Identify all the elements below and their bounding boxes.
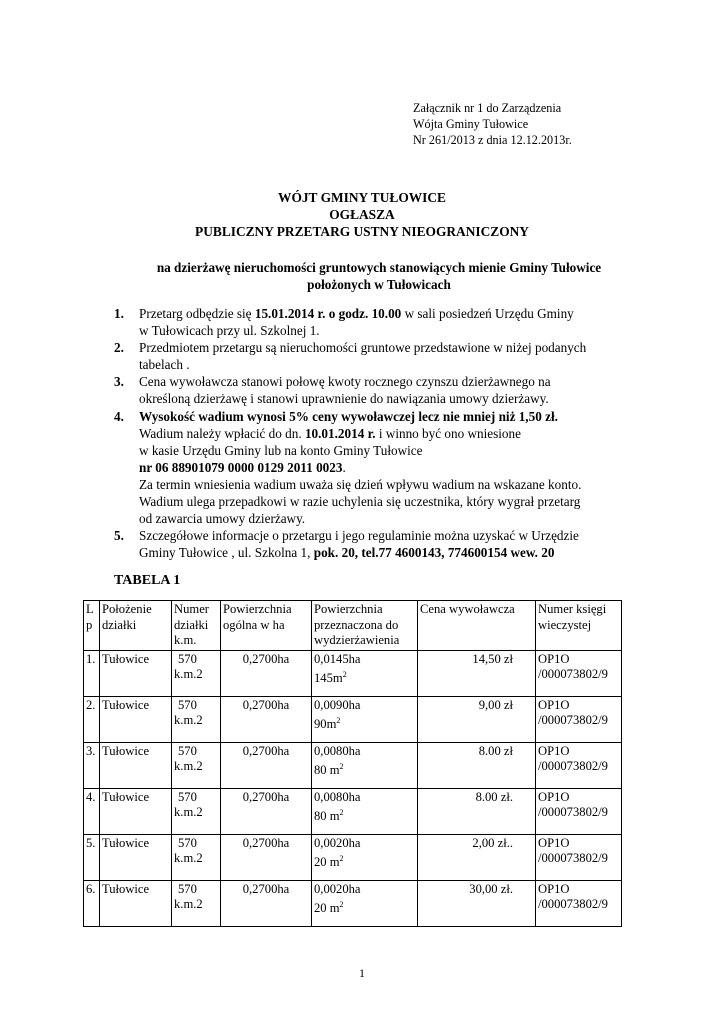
cell-land-register: OP1O /000073802/9 [536, 696, 622, 742]
title-line-3: PUBLICZNY PRZETARG USTNY NIEOGRANICZONY [195, 224, 529, 239]
cell-location: Tułowice [100, 696, 172, 742]
cell-total-area: 0,2700ha [221, 788, 312, 834]
item-text: w kasie Urzędu Gminy lub na konto Gminy Tułowice [139, 442, 423, 458]
table-row [84, 742, 622, 788]
cell-total-area: 0,2700ha [221, 834, 312, 880]
subtitle-line-1: na dzierżawę nieruchomości gruntowych stanowiących mienie Gminy Tułowice [156, 260, 602, 275]
table-row [84, 880, 622, 926]
table-row [84, 788, 622, 834]
title-line-1: WÓJT GMINY TUŁOWICE [278, 190, 446, 205]
item-text: Gminy Tułowice , ul. Szkolna 1, [139, 545, 314, 561]
cell-starting-price: 2,00 zł.. [418, 834, 536, 880]
annex-line-2: Wójta Gminy Tułowice [413, 117, 529, 131]
cell-location: Tułowice [100, 788, 172, 834]
item-text: Cena wywoławcza stanowi połowę kwoty rocznego czynszu dzierżawnego na [139, 374, 551, 390]
cell-total-area: 0,2700ha [221, 880, 312, 926]
item-text: od zawarcia umowy dzierżawy. [139, 511, 306, 527]
cell-location: Tułowice [100, 650, 172, 696]
cell-location: Tułowice [100, 742, 172, 788]
cell-plot-number: 570 k.m.2 [172, 742, 221, 788]
condition-item-1 [114, 305, 634, 339]
cell-lease-area: 0,0020ha 20 $m^2$ [312, 880, 418, 926]
cell-total-area: 0,2700ha [221, 696, 312, 742]
cell-land-register: OP1O /000073802/9 [536, 880, 622, 926]
cell-lp: 2. [84, 696, 100, 742]
header-land-register: Numer księgi wieczystej [536, 601, 622, 651]
header-lp: L p [84, 601, 100, 651]
cell-total-area: 0,2700ha [221, 650, 312, 696]
item-text: w sali posiedzeń Urzędu Gminy [401, 306, 574, 321]
cell-plot-number: 570 k.m.2 [172, 834, 221, 880]
cell-starting-price: 9,00 zł [418, 696, 536, 742]
cell-plot-number: 570 k.m.2 [172, 696, 221, 742]
item-text: Przetarg odbędzie się [139, 306, 255, 321]
cell-starting-price: 8.00 zł [418, 742, 536, 788]
bank-account-number: nr 06 88901079 0000 0129 2011 0023 [139, 459, 343, 475]
cell-lp: 3. [84, 742, 100, 788]
page-number: 1 [359, 966, 365, 980]
item-number: 3. [114, 374, 124, 390]
cell-lease-area: 0,0080ha 80 $m^2$ [312, 742, 418, 788]
cell-lease-area: 0,0145ha $145m^2$ [312, 650, 418, 696]
item-text: określoną dzierżawę i stanowi uprawnienie do nawiązania umowy dzierżawy. [139, 391, 549, 407]
annex-reference [413, 100, 572, 148]
cell-lp: 5. [84, 834, 100, 880]
item-number: 2. [114, 340, 124, 356]
table-header-row [84, 601, 622, 651]
cell-lp: 1. [84, 650, 100, 696]
cell-location: Tułowice [100, 880, 172, 926]
item-text: Szczegółowe informacje o przetargu i jego regulaminie można uzyskać w Urzędzie [139, 528, 579, 544]
header-location: Położenie działki [100, 601, 172, 651]
announcement-title [0, 189, 724, 240]
contact-info: pok. 20, tel.77 4600143, 774600154 wew. 20 [313, 545, 555, 561]
cell-total-area: 0,2700ha [221, 742, 312, 788]
cell-location: Tułowice [100, 834, 172, 880]
auction-date: 15.01.2014 r. o godz. 10.00 [254, 306, 402, 321]
cell-starting-price: 30,00 zł. [418, 880, 536, 926]
title-line-2: OGŁASZA [329, 207, 395, 222]
header-total-area: Powierzchnia ogólna w ha [221, 601, 312, 651]
item-text: Wadium należy wpłacić do dn. [139, 425, 305, 441]
header-starting-price: Cena wywoławcza [418, 601, 536, 651]
plots-table [83, 600, 622, 927]
cell-lease-area: 0,0020ha 20 $m^2$ [312, 834, 418, 880]
announcement-subtitle [0, 259, 724, 293]
cell-starting-price: 14,50 zł [418, 650, 536, 696]
cell-land-register: OP1O /000073802/9 [536, 788, 622, 834]
header-lease-area: Powierzchnia przeznaczona do wydzierżawienia [312, 601, 418, 651]
item-text: w Tułowicach przy ul. Szkolnej 1. [139, 323, 320, 339]
cell-land-register: OP1O /000073802/9 [536, 650, 622, 696]
table-row [84, 834, 622, 880]
item-text: Za termin wniesienia wadium uważa się dzień wpływu wadium na wskazane konto. [139, 476, 582, 492]
cell-land-register: OP1O /000073802/9 [536, 834, 622, 880]
annex-line-3: Nr 261/2013 z dnia 12.12.2013r. [413, 133, 572, 147]
condition-item-2 [114, 339, 634, 373]
table-row [84, 696, 622, 742]
cell-lease-area: 0,0090ha $90m^2$ [312, 696, 418, 742]
cell-lp: 6. [84, 880, 100, 926]
item-text: tabelach . [139, 357, 190, 373]
cell-land-register: OP1O /000073802/9 [536, 742, 622, 788]
deposit-amount: Wysokość wadium wynosi 5% ceny wywoławczej lecz nie mniej niż 1,50 zł. [139, 408, 558, 424]
cell-plot-number: 570 k.m.2 [172, 880, 221, 926]
cell-lease-area: 0,0080ha 80 $m^2$ [312, 788, 418, 834]
cell-starting-price: 8.00 zł. [418, 788, 536, 834]
item-text: i winno być ono wniesione [375, 425, 521, 441]
annex-line-1: Załącznik nr 1 do Zarządzenia [413, 101, 562, 115]
table-row [84, 650, 622, 696]
cell-plot-number: 570 k.m.2 [172, 650, 221, 696]
table-title: TABELA 1 [114, 573, 181, 588]
subtitle-line-2: położonych w Tułowicach [307, 277, 451, 292]
item-number: 1. [114, 306, 124, 321]
deposit-deadline: 10.01.2014 r. [304, 425, 376, 441]
condition-item-3 [114, 373, 634, 407]
cell-plot-number: 570 k.m.2 [172, 788, 221, 834]
item-text: Wadium ulega przepadkowi w razie uchylenia się uczestnika, który wygrał przetarg [139, 494, 581, 510]
cell-lp: 4. [84, 788, 100, 834]
item-text: Przedmiotem przetargu są nieruchomości gruntowe przedstawione w niżej podanych [139, 340, 587, 356]
item-number: 5. [114, 528, 124, 544]
condition-item-4: 4. Wysokość wadium wynosi 5% ceny wywoławczej lecz nie mniej niż 1,50 zł. Wadium należy wpłacić do dn. 10.01.2014 r. i winno być ono wniesione w kasie Urzędu Gminy lub na konto Gminy Tułowice nr 06 88901079 0000 0129 2011 0023. Za termin wniesienia wadium uważa się dzień wpływu wadium na wskazane konto. Wadium ulega przepadkowi w razie uchylenia się uczestnika, który wygrał przetarg od zawarcia umowy dzierżawy. [114, 408, 582, 527]
header-plot-number: Numer działki k.m. [172, 601, 221, 651]
item-number: 4. [114, 408, 124, 424]
table-body [84, 650, 622, 926]
condition-item-5 [114, 527, 634, 561]
conditions-list [114, 305, 634, 561]
